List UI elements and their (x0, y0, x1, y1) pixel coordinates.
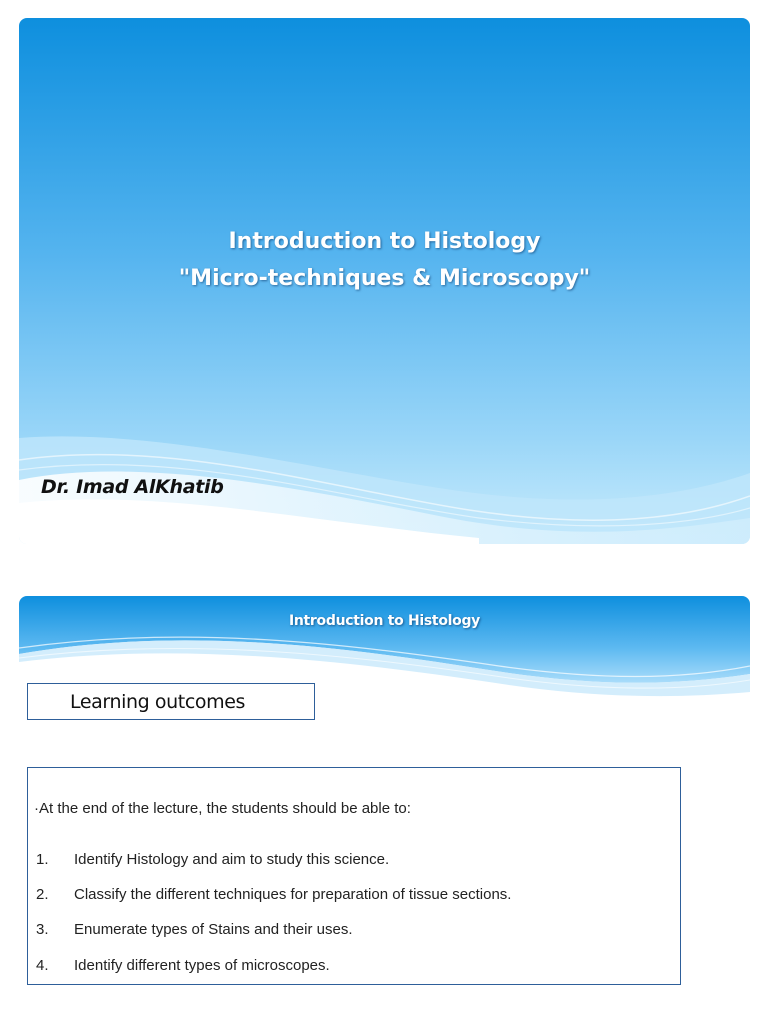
intro-text: ·At the end of the lecture, the students should be able to: (34, 800, 411, 817)
slide-header-title: Introduction to Histology (288, 613, 481, 629)
learning-outcomes-slide (19, 596, 750, 1006)
slide-title (19, 223, 750, 297)
list-item-number: 1. (36, 851, 49, 868)
list-item-text: Enumerate types of Stains and their uses. (74, 921, 353, 938)
list-item (36, 921, 353, 938)
list-item-text: Identify Histology and aim to study this science. (74, 851, 390, 868)
title-slide (19, 18, 750, 544)
list-item-number: 2. (36, 886, 49, 903)
list-item-text: Identify different types of microscopes. (74, 957, 330, 974)
title-line-2: "Micro-techniques & Microscopy" (178, 266, 591, 291)
list-item (36, 957, 330, 974)
title-line-1: Introduction to Histology (228, 229, 541, 254)
list-item-number: 4. (36, 957, 49, 974)
list-item (36, 851, 389, 868)
author-name: Dr. Imad AlKhatib (41, 476, 224, 498)
list-item-text: Classify the different techniques for preparation of tissue sections. (74, 886, 512, 903)
list-item (36, 886, 511, 903)
list-item-number: 3. (36, 921, 49, 938)
learning-outcomes-label: Learning outcomes (70, 690, 246, 713)
outcomes-content-box (27, 767, 681, 985)
learning-outcomes-box (27, 683, 315, 720)
